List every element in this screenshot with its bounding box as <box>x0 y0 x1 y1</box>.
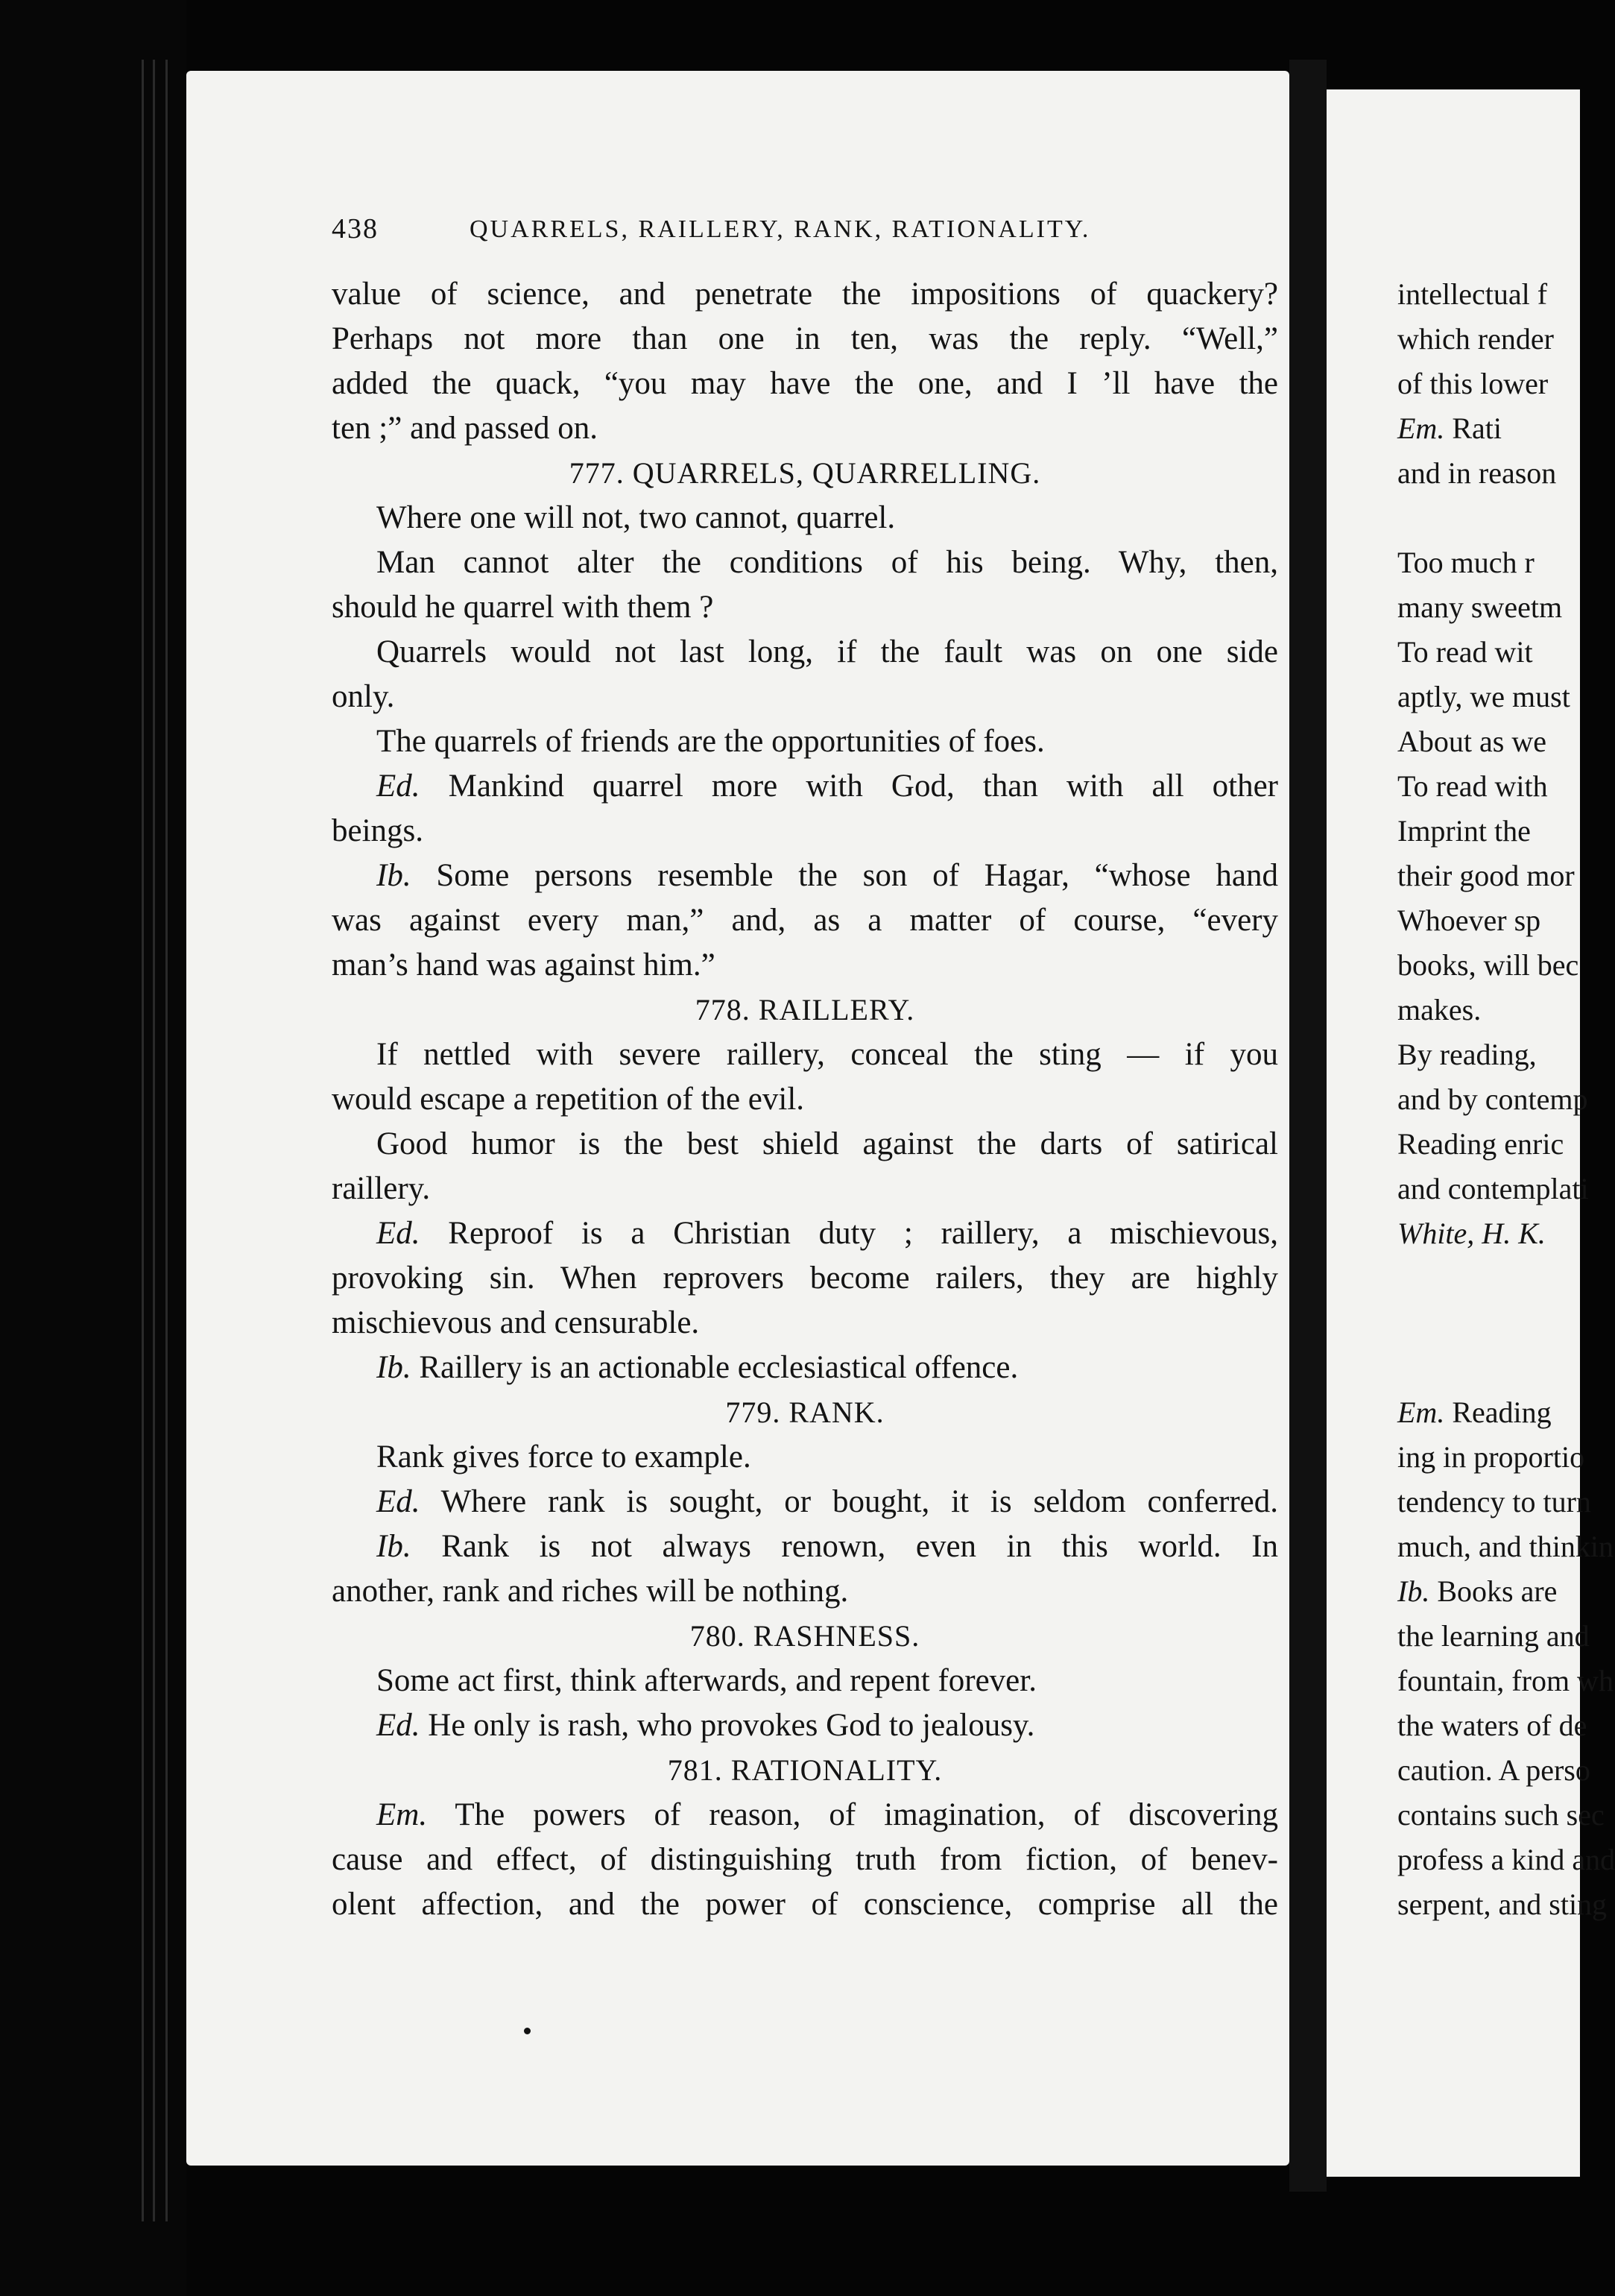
line-text: Whoever sp <box>1397 903 1541 937</box>
line-text: and contemplati <box>1397 1172 1589 1205</box>
line-text: added the quack, “you may have the one, and I ’ll have the <box>332 366 1278 401</box>
line-text: mischievous and censurable. <box>332 1305 700 1340</box>
text-fragment <box>1397 496 1591 540</box>
text-line <box>332 272 1278 317</box>
text-line <box>332 1524 1278 1569</box>
line-text: 778. RAILLERY. <box>695 993 915 1026</box>
line-text: Quarrels would not last long, if the fault was on one side <box>376 634 1278 669</box>
line-text: 777. QUARRELS, QUARRELLING. <box>569 456 1041 490</box>
text-fragment <box>1397 943 1591 988</box>
binding-line <box>165 60 168 2221</box>
line-text: the waters of de <box>1397 1709 1587 1742</box>
line-text: and in reason <box>1397 456 1557 490</box>
line-text: Good humor is the best shield against the darts of satirical <box>376 1126 1278 1161</box>
section-heading <box>332 988 1278 1032</box>
text-line <box>332 406 1278 451</box>
book-gutter <box>1289 60 1327 2192</box>
line-text: He only is rash, who provokes God to jealousy. <box>428 1708 1035 1743</box>
text-fragment <box>1397 1390 1591 1435</box>
line-text: 779. RANK. <box>725 1395 885 1429</box>
left-page-text <box>332 272 1278 1927</box>
section-heading <box>332 451 1278 496</box>
line-text: Reading <box>1452 1395 1552 1429</box>
line-text: the learning and <box>1397 1619 1590 1653</box>
section-heading <box>332 1748 1278 1793</box>
line-text: many sweetm <box>1397 590 1563 624</box>
source-abbreviation: Em. <box>376 1797 428 1832</box>
line-text: books, will bec <box>1397 948 1579 982</box>
line-text: man’s hand was against him.” <box>332 947 715 983</box>
text-fragment <box>1397 1480 1591 1524</box>
line-text: intellectual f <box>1397 277 1548 311</box>
line-text: and by contemp <box>1397 1082 1588 1116</box>
source-abbreviation: Ed. <box>376 1216 420 1251</box>
line-text: Too much r <box>1397 546 1535 579</box>
line-text: Rank is not always renown, even in this world. In <box>441 1529 1279 1564</box>
text-line <box>332 764 1278 809</box>
text-line <box>332 809 1278 854</box>
text-line <box>332 1659 1278 1703</box>
text-fragment <box>1397 272 1591 317</box>
text-fragment <box>1397 540 1591 585</box>
source-abbreviation: Ib. <box>1397 1574 1430 1608</box>
line-text: their good mor <box>1397 859 1575 892</box>
line-text: of this lower <box>1397 367 1549 400</box>
text-line <box>332 719 1278 764</box>
line-text: cause and effect, of distinguishing truth from fiction, of benev- <box>332 1842 1278 1877</box>
line-text: Some persons resemble the son of Hagar, “whose hand <box>436 858 1279 893</box>
line-text: Raillery is an actionable ecclesiastical offence. <box>419 1350 1019 1385</box>
text-fragment <box>1397 898 1591 943</box>
line-text: Some act first, think afterwards, and repent forever. <box>376 1663 1037 1698</box>
source-abbreviation: Ed. <box>376 769 420 804</box>
section-heading <box>332 1614 1278 1659</box>
text-fragment <box>1397 1614 1591 1659</box>
line-text: Mankind quarrel more with God, than with all other <box>448 769 1279 804</box>
line-text: contains such sec <box>1397 1798 1605 1832</box>
text-line <box>332 1032 1278 1077</box>
source-abbreviation: White, H. K. <box>1397 1217 1546 1250</box>
text-fragment <box>1397 1748 1591 1793</box>
text-fragment <box>1397 1077 1591 1122</box>
line-text: Reading enric <box>1397 1127 1564 1161</box>
text-line <box>332 362 1278 406</box>
running-header <box>332 212 1263 250</box>
text-line <box>332 1122 1278 1167</box>
text-fragment <box>1397 1569 1591 1614</box>
text-line <box>332 630 1278 675</box>
line-text: Where rank is sought, or bought, it is seldom conferred. <box>440 1484 1279 1519</box>
line-text: another, rank and riches will be nothing. <box>332 1574 849 1609</box>
line-text: The powers of reason, of imagination, of discovering <box>455 1797 1278 1832</box>
line-text: profess a kind and <box>1397 1843 1615 1876</box>
text-fragment <box>1397 988 1591 1032</box>
line-text: fountain, from wh <box>1397 1664 1614 1697</box>
text-fragment <box>1397 1167 1591 1211</box>
text-line <box>332 1793 1278 1838</box>
text-fragment <box>1397 317 1591 362</box>
text-fragment <box>1397 630 1591 675</box>
line-text: aptly, we must <box>1397 680 1570 713</box>
text-line <box>332 1569 1278 1614</box>
line-text: 781. RATIONALITY. <box>667 1753 943 1787</box>
line-text: was against every man,” and, as a matter of course, “every <box>332 903 1278 938</box>
line-text: makes. <box>1397 993 1482 1026</box>
source-abbreviation: Ib. <box>376 1529 411 1564</box>
line-text: olent affection, and the power of conscience, comprise all the <box>332 1887 1278 1922</box>
text-fragment <box>1397 1524 1614 1569</box>
text-fragment <box>1397 1256 1591 1301</box>
section-heading <box>332 1390 1278 1435</box>
text-line <box>332 540 1278 585</box>
binding-line <box>142 60 144 2221</box>
text-fragment <box>1397 809 1591 854</box>
right-page-text <box>1397 272 1615 1927</box>
line-text: ing in proportio <box>1397 1440 1585 1474</box>
text-line <box>332 1077 1278 1122</box>
text-fragment <box>1397 362 1591 406</box>
text-fragment <box>1397 854 1591 898</box>
source-abbreviation: Ed. <box>376 1708 420 1743</box>
text-line <box>332 585 1278 630</box>
text-fragment <box>1397 1435 1591 1480</box>
text-fragment <box>1397 1122 1591 1167</box>
text-fragment <box>1397 1882 1608 1927</box>
line-text: serpent, and sting <box>1397 1887 1608 1921</box>
text-line <box>332 317 1278 362</box>
line-text: caution. A perso <box>1397 1753 1590 1787</box>
text-fragment <box>1397 1211 1591 1256</box>
text-line <box>332 898 1278 943</box>
line-text: would escape a repetition of the evil. <box>332 1082 805 1117</box>
text-fragment <box>1397 451 1591 496</box>
line-text: Rati <box>1452 411 1502 445</box>
text-fragment <box>1397 1301 1591 1346</box>
line-text: provoking sin. When reprovers become railers, they are highly <box>332 1261 1278 1296</box>
line-text: Rank gives force to example. <box>376 1439 751 1475</box>
source-abbreviation: Ed. <box>376 1484 420 1519</box>
line-text: value of science, and penetrate the impositions of quackery? <box>332 277 1278 312</box>
text-fragment <box>1397 406 1591 451</box>
text-line <box>332 943 1278 988</box>
text-fragment <box>1397 1346 1591 1390</box>
running-title: QUARRELS, RAILLERY, RANK, RATIONALITY. <box>470 215 1091 243</box>
line-text: tendency to turn <box>1397 1485 1591 1518</box>
line-text: which render <box>1397 322 1554 356</box>
line-text: Imprint the <box>1397 814 1531 848</box>
text-line <box>332 1211 1278 1256</box>
binding-line <box>153 60 155 2221</box>
line-text: To read with <box>1397 769 1548 803</box>
line-text: much, and thinkin <box>1397 1530 1614 1563</box>
text-line <box>332 1882 1278 1927</box>
scan-border-left <box>0 0 186 2296</box>
line-text: Perhaps not more than one in ten, was the reply. “Well,” <box>332 321 1278 356</box>
text-fragment <box>1397 1703 1591 1748</box>
text-line <box>332 1838 1278 1882</box>
line-text: If nettled with severe raillery, conceal the sting — if you <box>376 1037 1278 1072</box>
source-abbreviation: Ib. <box>376 1350 411 1385</box>
line-text: About as we <box>1397 725 1546 758</box>
text-fragment <box>1397 585 1591 630</box>
line-text: beings. <box>332 813 424 848</box>
text-fragment <box>1397 1032 1591 1077</box>
line-text: Reproof is a Christian duty ; raillery, a mischievous, <box>448 1216 1278 1251</box>
line-text: only. <box>332 679 395 714</box>
text-line <box>332 854 1278 898</box>
line-text: To read wit <box>1397 635 1533 669</box>
source-abbreviation: Ib. <box>376 858 411 893</box>
page-number: 438 <box>332 213 379 245</box>
text-fragment <box>1397 1838 1615 1882</box>
line-text: By reading, <box>1397 1038 1537 1071</box>
line-text: should he quarrel with them ? <box>332 590 714 625</box>
text-fragment <box>1397 764 1591 809</box>
text-fragment <box>1397 719 1591 764</box>
text-fragment <box>1397 1659 1614 1703</box>
text-line <box>332 1480 1278 1524</box>
text-line <box>332 675 1278 719</box>
text-line <box>332 1435 1278 1480</box>
text-line <box>332 1346 1278 1390</box>
line-text: Books are <box>1437 1574 1558 1608</box>
text-line <box>332 1167 1278 1211</box>
text-line <box>332 1301 1278 1346</box>
line-text: Man cannot alter the conditions of his being. Why, then, <box>376 545 1278 580</box>
line-text: Where one will not, two cannot, quarrel. <box>376 500 896 535</box>
line-text: The quarrels of friends are the opportunities of foes. <box>376 724 1045 759</box>
text-fragment <box>1397 675 1591 719</box>
text-line <box>332 1703 1278 1748</box>
source-abbreviation: Em. <box>1397 411 1445 445</box>
text-fragment <box>1397 1793 1605 1838</box>
source-abbreviation: Em. <box>1397 1395 1445 1429</box>
ink-speck <box>524 2028 531 2034</box>
text-line <box>332 496 1278 540</box>
line-text: ten ;” and passed on. <box>332 411 598 446</box>
line-text: 780. RASHNESS. <box>689 1619 920 1653</box>
text-line <box>332 1256 1278 1301</box>
line-text: raillery. <box>332 1171 431 1206</box>
